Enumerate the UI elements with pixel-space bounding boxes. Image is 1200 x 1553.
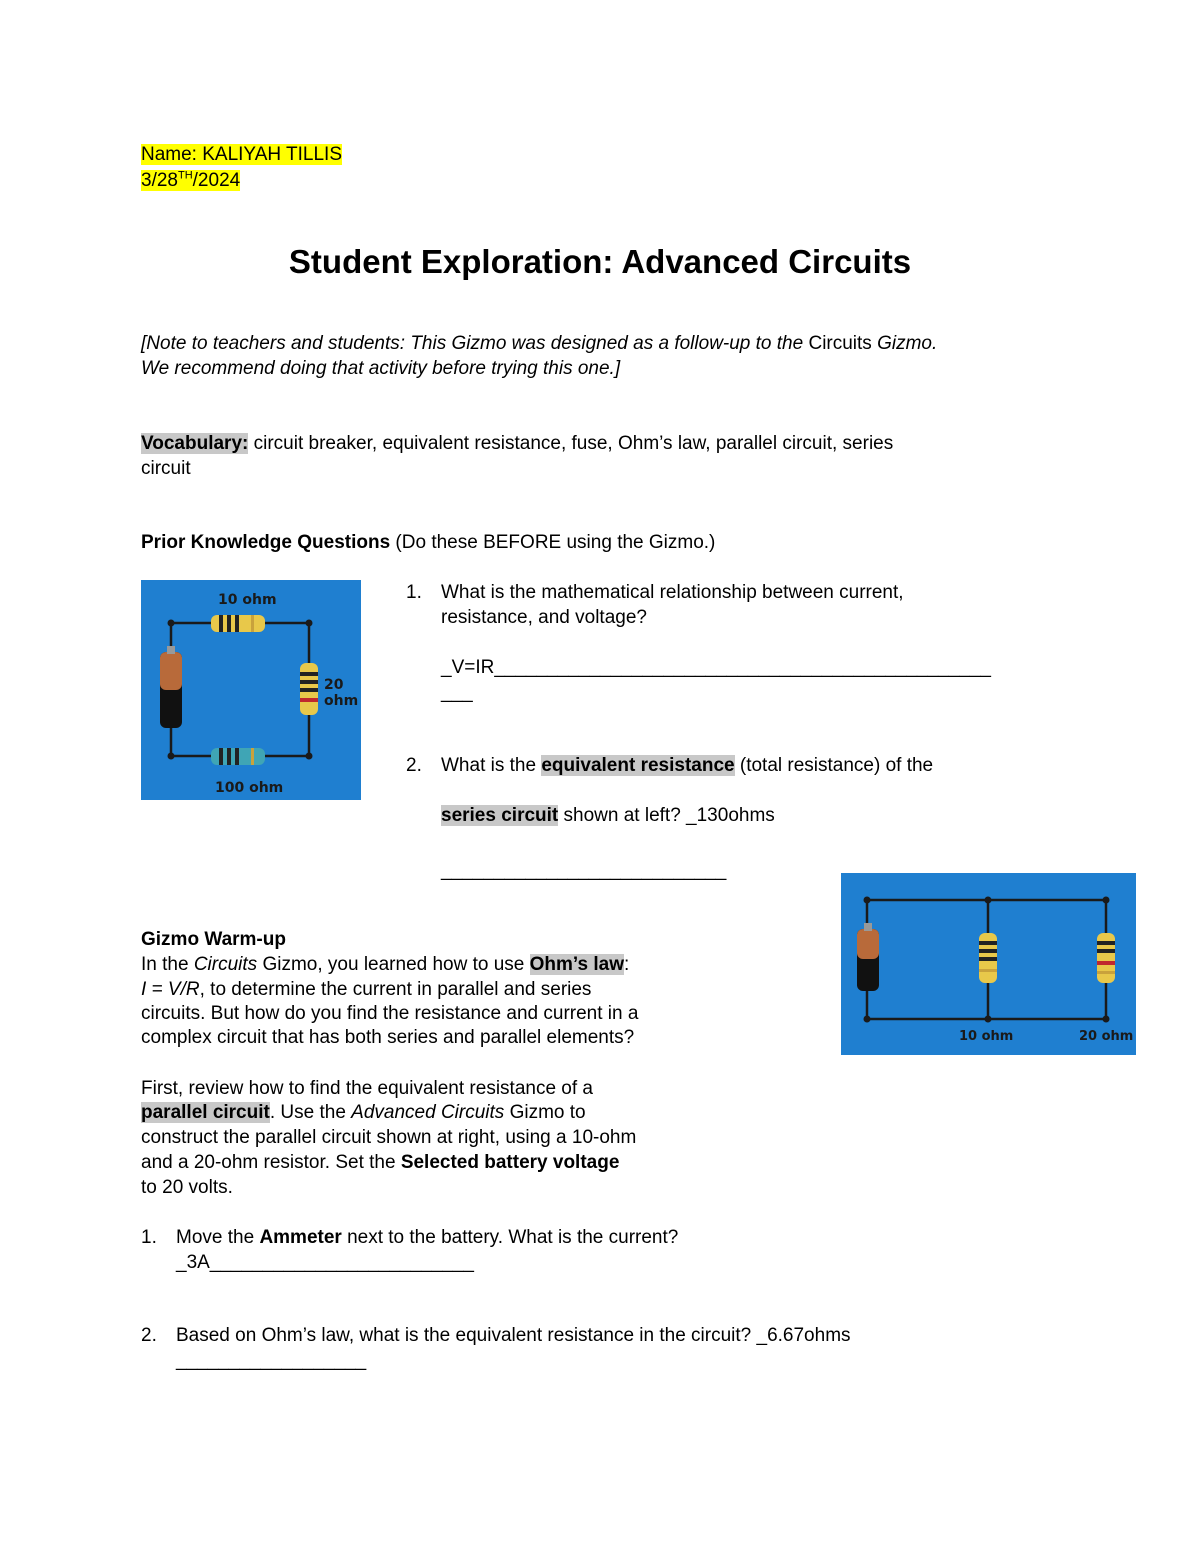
prior-knowledge-heading: Prior Knowledge Questions (Do these BEFORE using the Gizmo.) (141, 532, 716, 553)
warmup-p1-line1: In the Circuits Gizmo, you learned how to use Ohm’s law: (141, 954, 630, 975)
vocabulary-line-2: circuit (141, 458, 191, 479)
warmup-p1-line2: I = V/R, to determine the current in parallel and series (141, 979, 592, 1000)
warmup-q2-answer-cont: __________________ (176, 1350, 367, 1371)
resistor-label-bottom: 100 ohm (215, 780, 284, 796)
resistor-icon (211, 615, 265, 632)
parallel-circuit-figure (841, 873, 1136, 1055)
note-line-2: We recommend doing that activity before trying this one.] (141, 358, 621, 379)
resistor-label-1: 10 ohm (959, 1029, 1014, 1044)
warmup-heading: Gizmo Warm-up (141, 929, 286, 950)
vocabulary-line-1: Vocabulary: circuit breaker, equivalent resistance, fuse, Ohm’s law, parallel circuit, series (141, 433, 894, 454)
prior-q1-answer[interactable]: _V=IR_______________________________________________ (441, 657, 991, 678)
prior-q2-number: 2. (406, 755, 422, 776)
warmup-q1-answer[interactable]: _3A_________________________ (176, 1252, 474, 1273)
resistor-label-right-unit: ohm (324, 693, 359, 709)
page-title: Student Exploration: Advanced Circuits (288, 243, 912, 280)
resistor-icon (300, 663, 318, 715)
resistor-icon (979, 933, 997, 983)
warmup-p2-line5: to 20 volts. (141, 1177, 233, 1198)
prior-q2-line2[interactable]: series circuit shown at left? _130ohms (441, 805, 775, 826)
student-name: Name: KALIYAH TILLIS (141, 144, 342, 165)
prior-q1-line2: resistance, and voltage? (441, 607, 647, 628)
student-date: 3/28TH/2024 (141, 169, 241, 191)
prior-q1-answer-cont: ___ (441, 682, 473, 703)
resistor-label-top: 10 ohm (218, 592, 277, 608)
warmup-q2-number: 2. (141, 1325, 157, 1346)
battery-icon (160, 646, 182, 728)
warmup-p2-line3: construct the parallel circuit shown at right, using a 10-ohm (141, 1127, 637, 1148)
prior-q2-answer-cont: ___________________________ (441, 860, 727, 881)
prior-q1-line1: What is the mathematical relationship between current, (441, 582, 904, 603)
warmup-p2-line2: parallel circuit. Use the Advanced Circuits Gizmo to (141, 1102, 586, 1123)
note-line-1: [Note to teachers and students: This Gizmo was designed as a follow-up to the Circuits Gizmo. (141, 333, 938, 354)
series-circuit-figure (141, 580, 361, 800)
battery-icon (857, 923, 879, 991)
warmup-q2-text[interactable]: Based on Ohm’s law, what is the equivalent resistance in the circuit? _6.67ohms (176, 1325, 851, 1346)
warmup-p2-line1: First, review how to find the equivalent resistance of a (141, 1078, 594, 1099)
resistor-icon (211, 748, 265, 765)
warmup-p1-line4: complex circuit that has both series and parallel elements? (141, 1027, 635, 1048)
warmup-p1-line3: circuits. But how do you find the resistance and current in a (141, 1003, 639, 1024)
resistor-label-right: 20 (324, 677, 344, 693)
warmup-q1-number: 1. (141, 1227, 157, 1248)
resistor-icon (1097, 933, 1115, 983)
prior-q2-line1: What is the equivalent resistance (total resistance) of the (441, 755, 934, 776)
warmup-p2-line4: and a 20-ohm resistor. Set the Selected battery voltage (141, 1152, 620, 1173)
prior-q1-number: 1. (406, 582, 422, 603)
resistor-label-2: 20 ohm (1079, 1029, 1134, 1044)
warmup-q1-text: Move the Ammeter next to the battery. What is the current? (176, 1227, 679, 1248)
